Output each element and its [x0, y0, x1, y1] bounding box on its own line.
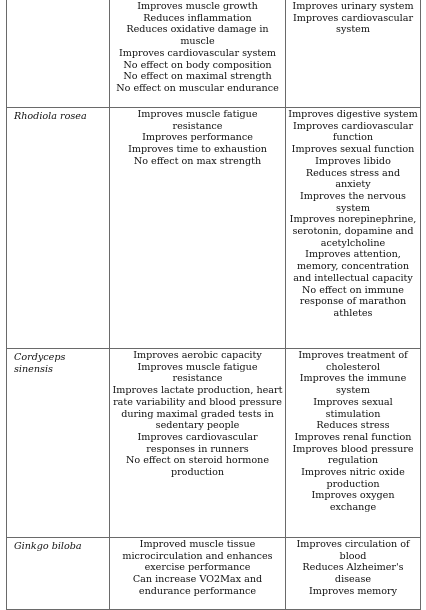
health-effects-cell: [286, 349, 421, 538]
health-item: Improves sexual stimulation: [313, 396, 393, 420]
effect-item: Improves cardiovascular responses in runners: [137, 431, 258, 455]
effect-item: Reduces inflammation: [143, 12, 252, 24]
effect-item: Improves time to exhaustion: [128, 144, 267, 156]
health-item: Improves the nervous system: [300, 190, 406, 214]
health-item: Reduces stress and anxiety: [305, 167, 401, 191]
performance-effects-cell: [110, 0, 286, 108]
health-effects-cell: [286, 108, 421, 349]
health-item: Improves oxygen exchange: [311, 490, 395, 514]
health-effects-cell: [286, 0, 421, 108]
effect-item: Improves lactate production, heart rate variability and blood pressure during maximal graded tests in sedentary people: [112, 385, 283, 432]
effect-item: No effect on steroid hormone production: [125, 455, 270, 479]
effect-item: Improves muscle fatigue resistance: [137, 361, 258, 385]
health-item: Improves libido: [315, 155, 391, 167]
health-item: Improves circulation of blood: [296, 539, 410, 562]
health-item: Reduces Alzheimer's disease: [302, 562, 404, 586]
supplement-name-cell: [7, 108, 110, 349]
effect-item: Improves performance: [142, 132, 253, 144]
effect-item: No effect on max strength: [133, 155, 262, 167]
effect-item: Improves muscle growth: [137, 1, 258, 12]
health-item: Improves nitric oxide production: [301, 467, 405, 490]
health-item: Improves blood pressure regulation: [292, 443, 414, 467]
health-item: Improves cardiovascular system: [292, 12, 414, 36]
effect-item: Reduces oxidative damage in muscle: [126, 24, 269, 48]
supplement-name-cell: [7, 0, 110, 108]
supplement-name: Cordyceps sinensis: [14, 352, 66, 375]
performance-effects-cell: [110, 108, 286, 349]
health-item: Improves renal function: [294, 431, 412, 443]
effect-item: Improves muscle fatigue resistance: [137, 109, 258, 132]
performance-effects-cell: [110, 349, 286, 538]
effect-item: No effect on body composition: [123, 59, 272, 71]
supplement-name-cell: [7, 538, 110, 610]
performance-effects-cell: [110, 538, 286, 610]
effect-item: No effect on maximal strength: [123, 71, 272, 83]
health-item: Improves cardiovascular function: [292, 120, 414, 144]
effect-item: Improved muscle tissue microcirculation and enhances exercise performance: [122, 539, 273, 574]
table-row: [7, 0, 421, 108]
effect-item: Improves cardiovascular system: [118, 47, 277, 59]
effect-item: Improves aerobic capacity: [133, 350, 262, 361]
health-effects-cell: [286, 538, 421, 610]
supplement-name: Rhodiola rosea: [14, 111, 87, 122]
health-item: Improves sexual function: [291, 144, 415, 156]
health-item: Improves attention, memory, concentration and intellectual capacity: [293, 249, 413, 284]
health-item: Improves treatment of cholesterol: [298, 350, 408, 373]
health-item: Improves urinary system: [292, 1, 414, 12]
health-item: Reduces stress: [316, 420, 390, 432]
health-item: Improves memory: [308, 585, 398, 597]
health-item: Improves norepinephrine, serotonin, dopamine and acetylcholine: [289, 214, 417, 249]
table-row: [7, 349, 421, 538]
table-row: [7, 108, 421, 349]
health-item: Improves digestive system: [288, 109, 418, 120]
effect-item: Can increase VO2Max and endurance performance: [132, 574, 263, 597]
table-row: [7, 538, 421, 610]
supplement-name: Ginkgo biloba: [14, 541, 82, 552]
effect-item: No effect on muscular endurance: [116, 82, 279, 94]
supplement-name-cell: [7, 349, 110, 538]
supplement-table: [6, 0, 421, 610]
health-item: Improves the immune system: [299, 373, 407, 397]
health-item: No effect on immune response of marathon athletes: [299, 284, 407, 319]
